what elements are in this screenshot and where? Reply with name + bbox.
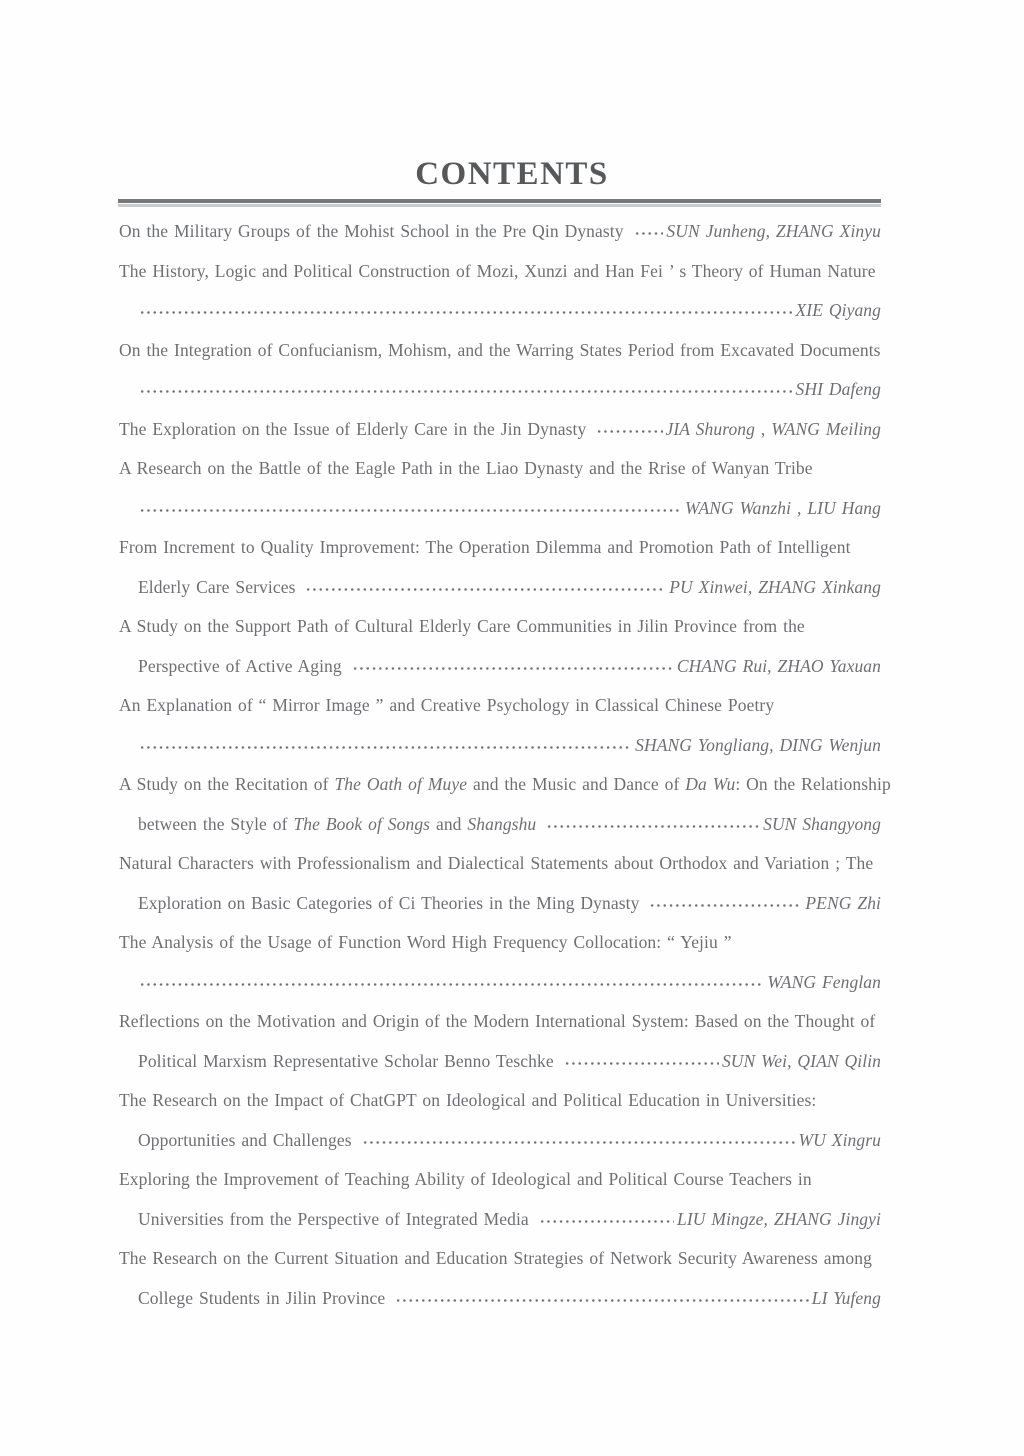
entry-authors: PENG Zhi xyxy=(805,892,881,913)
toc-line xyxy=(119,1169,881,1209)
dot-leader xyxy=(545,823,760,830)
entry-title-text: The Research on the Current Situation and Education Strategies of Network Security Awareness among xyxy=(119,1248,872,1268)
dot-leader xyxy=(138,507,682,514)
entry-title-text: An Explanation of “ Mirror Image ” and Creative Psychology in Classical Chinese Poetry xyxy=(119,695,775,715)
toc-list xyxy=(119,221,891,1327)
toc-line xyxy=(119,458,881,498)
book-title: Shangshu xyxy=(467,813,537,834)
title-rule-dark xyxy=(118,199,881,203)
dot-leader xyxy=(138,981,764,988)
entry-title-text: College Students in Jilin Province xyxy=(138,1287,386,1308)
toc-line xyxy=(119,656,881,696)
entry-title-text: From Increment to Quality Improvement: The Operation Dilemma and Promotion Path of Intelligent xyxy=(119,537,851,557)
toc-line xyxy=(119,893,881,933)
entry-authors: WANG Wanzhi , LIU Hang xyxy=(684,497,881,518)
entry-title-text: On the Military Groups of the Mohist School in the Pre Qin Dynasty xyxy=(119,221,624,241)
toc-line xyxy=(119,340,881,380)
dot-leader xyxy=(361,1139,796,1146)
toc-line xyxy=(119,1090,881,1130)
toc-line xyxy=(119,379,881,419)
toc-line xyxy=(119,1288,881,1328)
toc-line xyxy=(119,1011,881,1051)
dot-leader xyxy=(304,586,666,593)
book-title: Da Wu xyxy=(685,774,736,794)
dot-leader xyxy=(595,428,662,435)
entry-title-text: A Study on the Support Path of Cultural Elderly Care Communities in Jilin Province from the xyxy=(119,616,805,636)
dot-leader xyxy=(138,388,792,395)
dot-leader xyxy=(648,902,802,909)
entry-title-text: Perspective of Active Aging xyxy=(138,655,342,676)
toc-line xyxy=(119,300,881,340)
book-title: The Book of Songs xyxy=(293,813,431,834)
entry-title-text: The History, Logic and Political Construction of Mozi, Xunzi and Han Fei ’ s Theory of Human Nature xyxy=(119,260,876,281)
entry-title-text: Political Marxism Representative Scholar Benno Teschke xyxy=(138,1050,554,1071)
entry-authors: LIU Mingze, ZHANG Jingyi xyxy=(677,1208,881,1229)
entry-authors: SUN Wei, QIAN Qilin xyxy=(721,1050,881,1071)
title-rule xyxy=(118,199,881,207)
entry-title-text: A Study on the Recitation of The Oath of Muye and the Music and Dance of Da Wu: On the Relationship xyxy=(119,774,891,794)
entry-authors: SHANG Yongliang, DING Wenjun xyxy=(635,734,881,755)
dot-leader xyxy=(351,665,674,672)
entry-authors: LI Yufeng xyxy=(811,1287,881,1308)
toc-line xyxy=(119,1248,881,1288)
toc-line xyxy=(119,419,881,459)
entry-authors: CHANG Rui, ZHAO Yaxuan xyxy=(676,655,881,676)
entry-authors: WANG Fenglan xyxy=(767,971,881,992)
entry-title-text: Opportunities and Challenges xyxy=(138,1129,352,1150)
entry-authors: SHI Dafeng xyxy=(795,379,881,399)
toc-line xyxy=(119,577,881,617)
page-title: CONTENTS xyxy=(415,156,609,192)
toc-line xyxy=(119,1209,881,1249)
toc-line xyxy=(119,1051,881,1091)
title-rule-light xyxy=(118,204,881,207)
entry-authors: SUN Junheng, ZHANG Xinyu xyxy=(666,221,881,241)
dot-leader xyxy=(138,309,793,316)
entry-authors: PU Xinwei, ZHANG Xinkang xyxy=(669,576,881,597)
toc-line xyxy=(119,972,881,1012)
entry-title-text: On the Integration of Confucianism, Mohism, and the Warring States Period from Excavated Documents xyxy=(119,339,881,360)
entry-title-text: Exploring the Improvement of Teaching Ability of Ideological and Political Course Teachers in xyxy=(119,1169,812,1189)
toc-line xyxy=(119,616,881,656)
toc-line xyxy=(119,814,881,854)
entry-title-text: between the Style of The Book of Songs and Shangshu xyxy=(138,813,537,834)
toc-line xyxy=(119,932,881,972)
entry-title-text: The Analysis of the Usage of Function Word High Frequency Collocation: “ Yejiu ” xyxy=(119,932,732,952)
toc-line xyxy=(119,774,891,814)
toc-line xyxy=(119,221,881,261)
book-title: The Oath of Muye xyxy=(334,774,468,794)
toc-line xyxy=(119,1130,881,1170)
entry-authors: WU Xingru xyxy=(798,1129,881,1150)
toc-line xyxy=(119,261,881,301)
entry-title-text: Exploration on Basic Categories of Ci Theories in the Ming Dynasty xyxy=(138,892,640,913)
entry-title-text: The Research on the Impact of ChatGPT on Ideological and Political Education in Universities: xyxy=(119,1090,817,1110)
dot-leader xyxy=(138,744,632,751)
entry-authors: XIE Qiyang xyxy=(795,300,881,320)
dot-leader xyxy=(538,1218,674,1225)
entry-title-text: Elderly Care Services xyxy=(138,576,296,597)
dot-leader xyxy=(633,230,664,237)
toc-line xyxy=(119,537,881,577)
toc-line xyxy=(119,853,881,893)
entry-authors: SUN Shangyong xyxy=(763,813,881,834)
entry-title-text: The Exploration on the Issue of Elderly Care in the Jin Dynasty xyxy=(119,418,587,439)
entry-title-text: Natural Characters with Professionalism and Dialectical Statements about Orthodox and Variation ; The xyxy=(119,853,874,873)
entry-title-text: A Research on the Battle of the Eagle Path in the Liao Dynasty and the Rrise of Wanyan Tribe xyxy=(119,458,813,478)
toc-line xyxy=(119,735,881,775)
entry-title-text: Universities from the Perspective of Integrated Media xyxy=(138,1208,529,1229)
toc-line xyxy=(119,695,881,735)
dot-leader xyxy=(563,1060,719,1067)
dot-leader xyxy=(394,1297,809,1304)
toc-line xyxy=(119,498,881,538)
entry-authors: JIA Shurong , WANG Meiling xyxy=(665,418,881,439)
entry-title-text: Reflections on the Motivation and Origin of the Modern International System: Based on the Thought of xyxy=(119,1011,876,1031)
